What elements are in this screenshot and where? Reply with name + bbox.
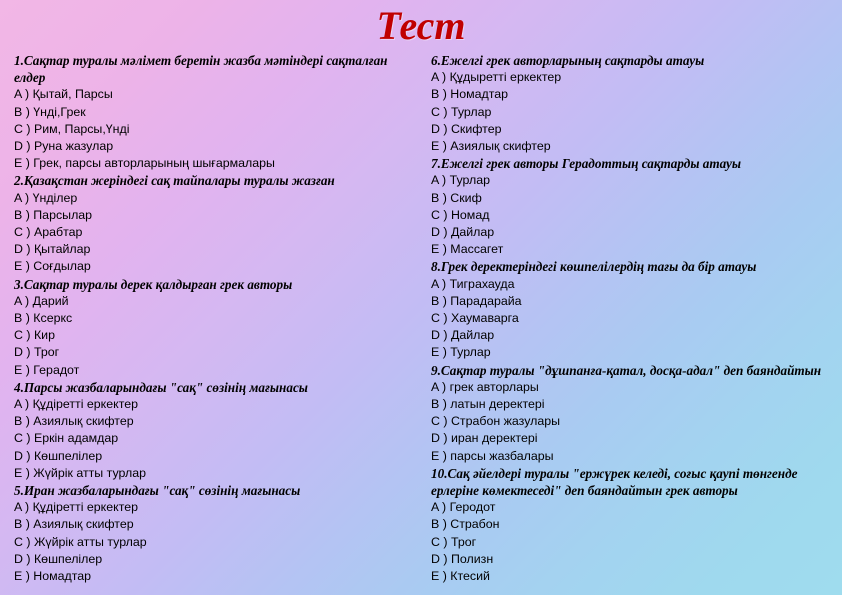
question-block bbox=[14, 52, 415, 172]
option-d[interactable]: D ) Полизн bbox=[431, 551, 494, 566]
option-d[interactable]: D ) иран деректері bbox=[431, 431, 538, 446]
question-text: 3.Сақтар туралы дерек қалдырған грек авторы bbox=[14, 276, 293, 292]
test-columns bbox=[0, 52, 842, 595]
question-text: 8.Грек деректеріндегі көшпелілердің тағы да бір атауы bbox=[431, 259, 757, 275]
option-d[interactable]: D ) Скифтер bbox=[431, 121, 502, 136]
question-text: 2.Қазақстан жеріндегі сақ тайпалары туралы жазған bbox=[14, 173, 335, 189]
option-b[interactable]: B ) Азиялық скифтер bbox=[14, 414, 134, 429]
option-a[interactable]: A ) Тиграхауда bbox=[431, 276, 515, 291]
option-c[interactable]: C ) Турлар bbox=[431, 104, 492, 119]
question-block bbox=[14, 172, 415, 275]
option-e[interactable]: E ) Жүйрік атты турлар bbox=[14, 465, 147, 480]
option-c[interactable]: C ) Страбон жазулары bbox=[431, 414, 561, 429]
option-a[interactable]: A ) Дарий bbox=[14, 293, 69, 308]
option-e[interactable]: E ) Ктесий bbox=[431, 569, 490, 584]
option-e[interactable]: E ) Соғдылар bbox=[14, 259, 91, 274]
option-b[interactable]: B ) Скиф bbox=[431, 190, 482, 205]
option-c[interactable]: C ) Кир bbox=[14, 328, 55, 343]
page-title: Тест bbox=[376, 3, 466, 48]
option-c[interactable]: C ) Трог bbox=[431, 534, 477, 549]
option-e[interactable]: E ) Массагет bbox=[431, 242, 504, 257]
question-text: 10.Сақ әйелдері туралы "ержүрек келеді, соғыс қаупі төнгенде ерлеріне көмектеседі" деп баяндайтын грек авторы bbox=[431, 465, 798, 499]
option-e[interactable]: E ) Герадот bbox=[14, 362, 80, 377]
option-c[interactable]: C ) Хаумаварга bbox=[431, 311, 519, 326]
question-block bbox=[431, 465, 840, 585]
question-text: 7.Ежелгі грек авторы Герадоттың сақтарды атауы bbox=[431, 156, 742, 172]
question-block bbox=[431, 52, 840, 155]
option-a[interactable]: A ) Геродот bbox=[431, 500, 496, 515]
option-b[interactable]: B ) Азиялық скифтер bbox=[14, 517, 134, 532]
option-a[interactable]: A ) грек авторлары bbox=[431, 379, 539, 394]
question-block bbox=[431, 155, 840, 258]
option-b[interactable]: B ) латын деректері bbox=[431, 397, 545, 412]
option-e[interactable]: E ) Номадтар bbox=[14, 569, 92, 584]
question-block bbox=[431, 258, 840, 361]
option-b[interactable]: B ) Ксеркс bbox=[14, 311, 73, 326]
right-column bbox=[421, 52, 842, 585]
left-column bbox=[0, 52, 421, 585]
option-d[interactable]: D ) Дайлар bbox=[431, 328, 495, 343]
option-d[interactable]: D ) Көшпелілер bbox=[14, 448, 103, 463]
option-c[interactable]: C ) Рим, Парсы,Үнді bbox=[14, 121, 130, 136]
option-d[interactable]: D ) Дайлар bbox=[431, 225, 495, 240]
option-a[interactable]: A ) Үнділер bbox=[14, 190, 78, 205]
option-b[interactable]: B ) Страбон bbox=[431, 517, 500, 532]
question-block bbox=[14, 379, 415, 482]
option-a[interactable]: A ) Құдіретті еркектер bbox=[14, 500, 139, 515]
option-a[interactable]: A ) Құдіретті еркектер bbox=[14, 397, 139, 412]
option-b[interactable]: B ) Номадтар bbox=[431, 87, 509, 102]
question-block bbox=[14, 276, 415, 379]
option-b[interactable]: B ) Парсылар bbox=[14, 207, 93, 222]
option-e[interactable]: E ) Грек, парсы авторларының шығармалары bbox=[14, 156, 275, 171]
question-text: 9.Сақтар туралы "дұшпанға-қатал, досқа-адал" деп баяндайтын bbox=[431, 362, 822, 378]
option-c[interactable]: C ) Еркін адамдар bbox=[14, 431, 119, 446]
option-e[interactable]: E ) парсы жазбалары bbox=[431, 448, 554, 463]
option-d[interactable]: D ) Трог bbox=[14, 345, 60, 360]
option-d[interactable]: D ) Руна жазулар bbox=[14, 139, 114, 154]
option-e[interactable]: E ) Турлар bbox=[431, 345, 491, 360]
option-a[interactable]: A ) Құдыретті еркектер bbox=[431, 70, 562, 85]
option-a[interactable]: A ) Турлар bbox=[431, 173, 490, 188]
option-c[interactable]: C ) Жүйрік атты турлар bbox=[14, 534, 147, 549]
option-a[interactable]: A ) Қытай, Парсы bbox=[14, 87, 113, 102]
option-d[interactable]: D ) Көшпелілер bbox=[14, 551, 103, 566]
option-d[interactable]: D ) Қытайлар bbox=[14, 242, 91, 257]
question-text: 1.Сақтар туралы мәлімет беретін жазба мәтіндері сақталған елдер bbox=[14, 53, 388, 86]
question-block bbox=[431, 362, 840, 465]
option-c[interactable]: C ) Номад bbox=[431, 207, 490, 222]
question-text: 5.Иран жазбаларындағы "сақ" сөзінің мағынасы bbox=[14, 483, 301, 499]
option-c[interactable]: C ) Арабтар bbox=[14, 225, 83, 240]
question-text: 4.Парсы жазбаларындағы "сақ" сөзінің мағынасы bbox=[14, 379, 308, 395]
question-text: 6.Ежелгі грек авторларының сақтарды атауы bbox=[431, 53, 705, 68]
option-b[interactable]: B ) Үнді,Грек bbox=[14, 104, 86, 119]
option-b[interactable]: B ) Парадарайа bbox=[431, 293, 522, 308]
option-e[interactable]: E ) Азиялық скифтер bbox=[431, 139, 551, 154]
question-block bbox=[14, 482, 415, 585]
